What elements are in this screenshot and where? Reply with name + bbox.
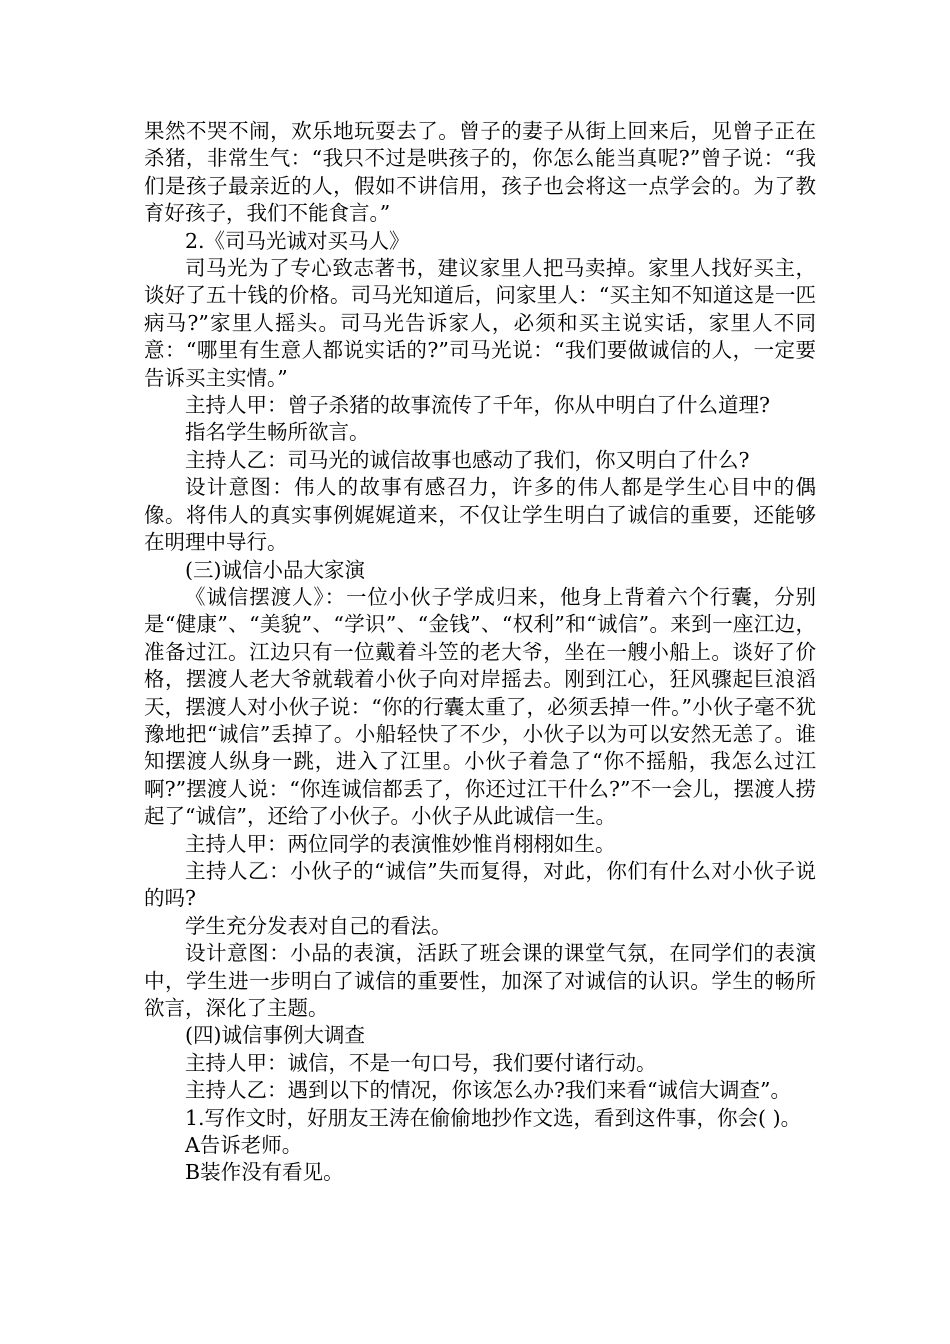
heading-section-four: (四)诚信事例大调查: [185, 1023, 365, 1048]
paragraph-host-b-survey: 主持人乙：遇到以下的情况，你该怎么办?我们来看“诚信大调查”。: [185, 1078, 791, 1103]
document-page: [144, 118, 816, 1187]
paragraph-survey-question-1: 1.写作文时，好朋友王涛在偷偷地抄作文选，看到这件事，你会( )。: [185, 1105, 802, 1130]
heading-section-three: (三)诚信小品大家演: [185, 557, 365, 582]
paragraph-host-a-comment: 主持人甲：两位同学的表演惟妙惟肖栩栩如生。: [185, 831, 616, 856]
paragraph-host-a-action: 主持人甲：诚信，不是一句口号，我们要付诸行动。: [185, 1050, 657, 1075]
paragraph-option-a: A告诉老师。: [185, 1133, 303, 1158]
paragraph-sima-guang-story: 司马光为了专心致志著书，建议家里人把马卖掉。家里人找好买主，谈好了五十钱的价格。司马光知道后，问家里人：“买主知不知道这是一匹病马?”家里人摇头。司马光告诉家人，必须和买主说实话，家里人不同意：“哪里有生意人都说实话的?”司马光说：“我们要做诚信的人，一定要告诉买主实情。”: [144, 256, 816, 390]
paragraph-host-b-skit-question: 主持人乙：小伙子的“诚信”失而复得，对此，你们有什么对小伙子说的吗?: [144, 858, 816, 911]
paragraph-design-intent-2: 设计意图：小品的表演，活跃了班会课的课堂气氛，在同学们的表演中，学生进一步明白了诚信的重要性，加深了对诚信的认识。学生的畅所欲言，深化了主题。: [144, 941, 816, 1020]
paragraph-host-a-question: 主持人甲：曾子杀猪的故事流传了千年，你从中明白了什么道理?: [185, 393, 770, 418]
paragraph-students-opinions: 学生充分发表对自己的看法。: [185, 913, 452, 938]
paragraph-design-intent-1: 设计意图：伟人的故事有感召力，许多的伟人都是学生心目中的偶像。将伟人的真实事例娓娓道来，不仅让学生明白了诚信的重要，还能够在明理中导行。: [144, 475, 816, 555]
paragraph-host-b-question: 主持人乙：司马光的诚信故事也感动了我们，你又明白了什么?: [185, 447, 750, 472]
paragraph-option-b: B装作没有看见。: [185, 1160, 344, 1185]
heading-sima-guang-story: 2.《司马光诚对买马人》: [185, 228, 410, 253]
paragraph-ferryman-skit: 《诚信摆渡人》：一位小伙子学成归来，他身上背着六个行囊，分别是“健康”、“美貌”、“学识”、“金钱”、“权利”和“诚信”。来到一座江边，准备过江。江边只有一位戴着斗笠的老大爷，坐在一艘小船上。谈好了价格，摆渡人老大爷就载着小伙子向对岸摇去。刚到江心，狂风骤起巨浪滔天，摆渡人对小伙子说：“你的行囊太重了，必须丢掉一件。”小伙子毫不犹豫地把“诚信”丢掉了。小船轻快了不少，小伙子以为可以安然无恙了。谁知摆渡人纵身一跳，进入了江里。小伙子着急了“你不摇船，我怎么过江啊?”摆渡人说：“你连诚信都丢了，你还过江干什么?”不一会儿，摆渡人捞起了“诚信”，还给了小伙子。小伙子从此诚信一生。: [144, 584, 816, 829]
paragraph-zengzi-story-end: 果然不哭不闹，欢乐地玩耍去了。曾子的妻子从街上回来后，见曾子正在杀猪，非常生气：“我只不过是哄孩子的，你怎么能当真呢?”曾子说：“我们是孩子最亲近的人，假如不讲信用，孩子也会将这一点学会的。为了教育好孩子，我们不能食言。”: [144, 119, 816, 226]
paragraph-students-speak: 指名学生畅所欲言。: [185, 420, 370, 445]
